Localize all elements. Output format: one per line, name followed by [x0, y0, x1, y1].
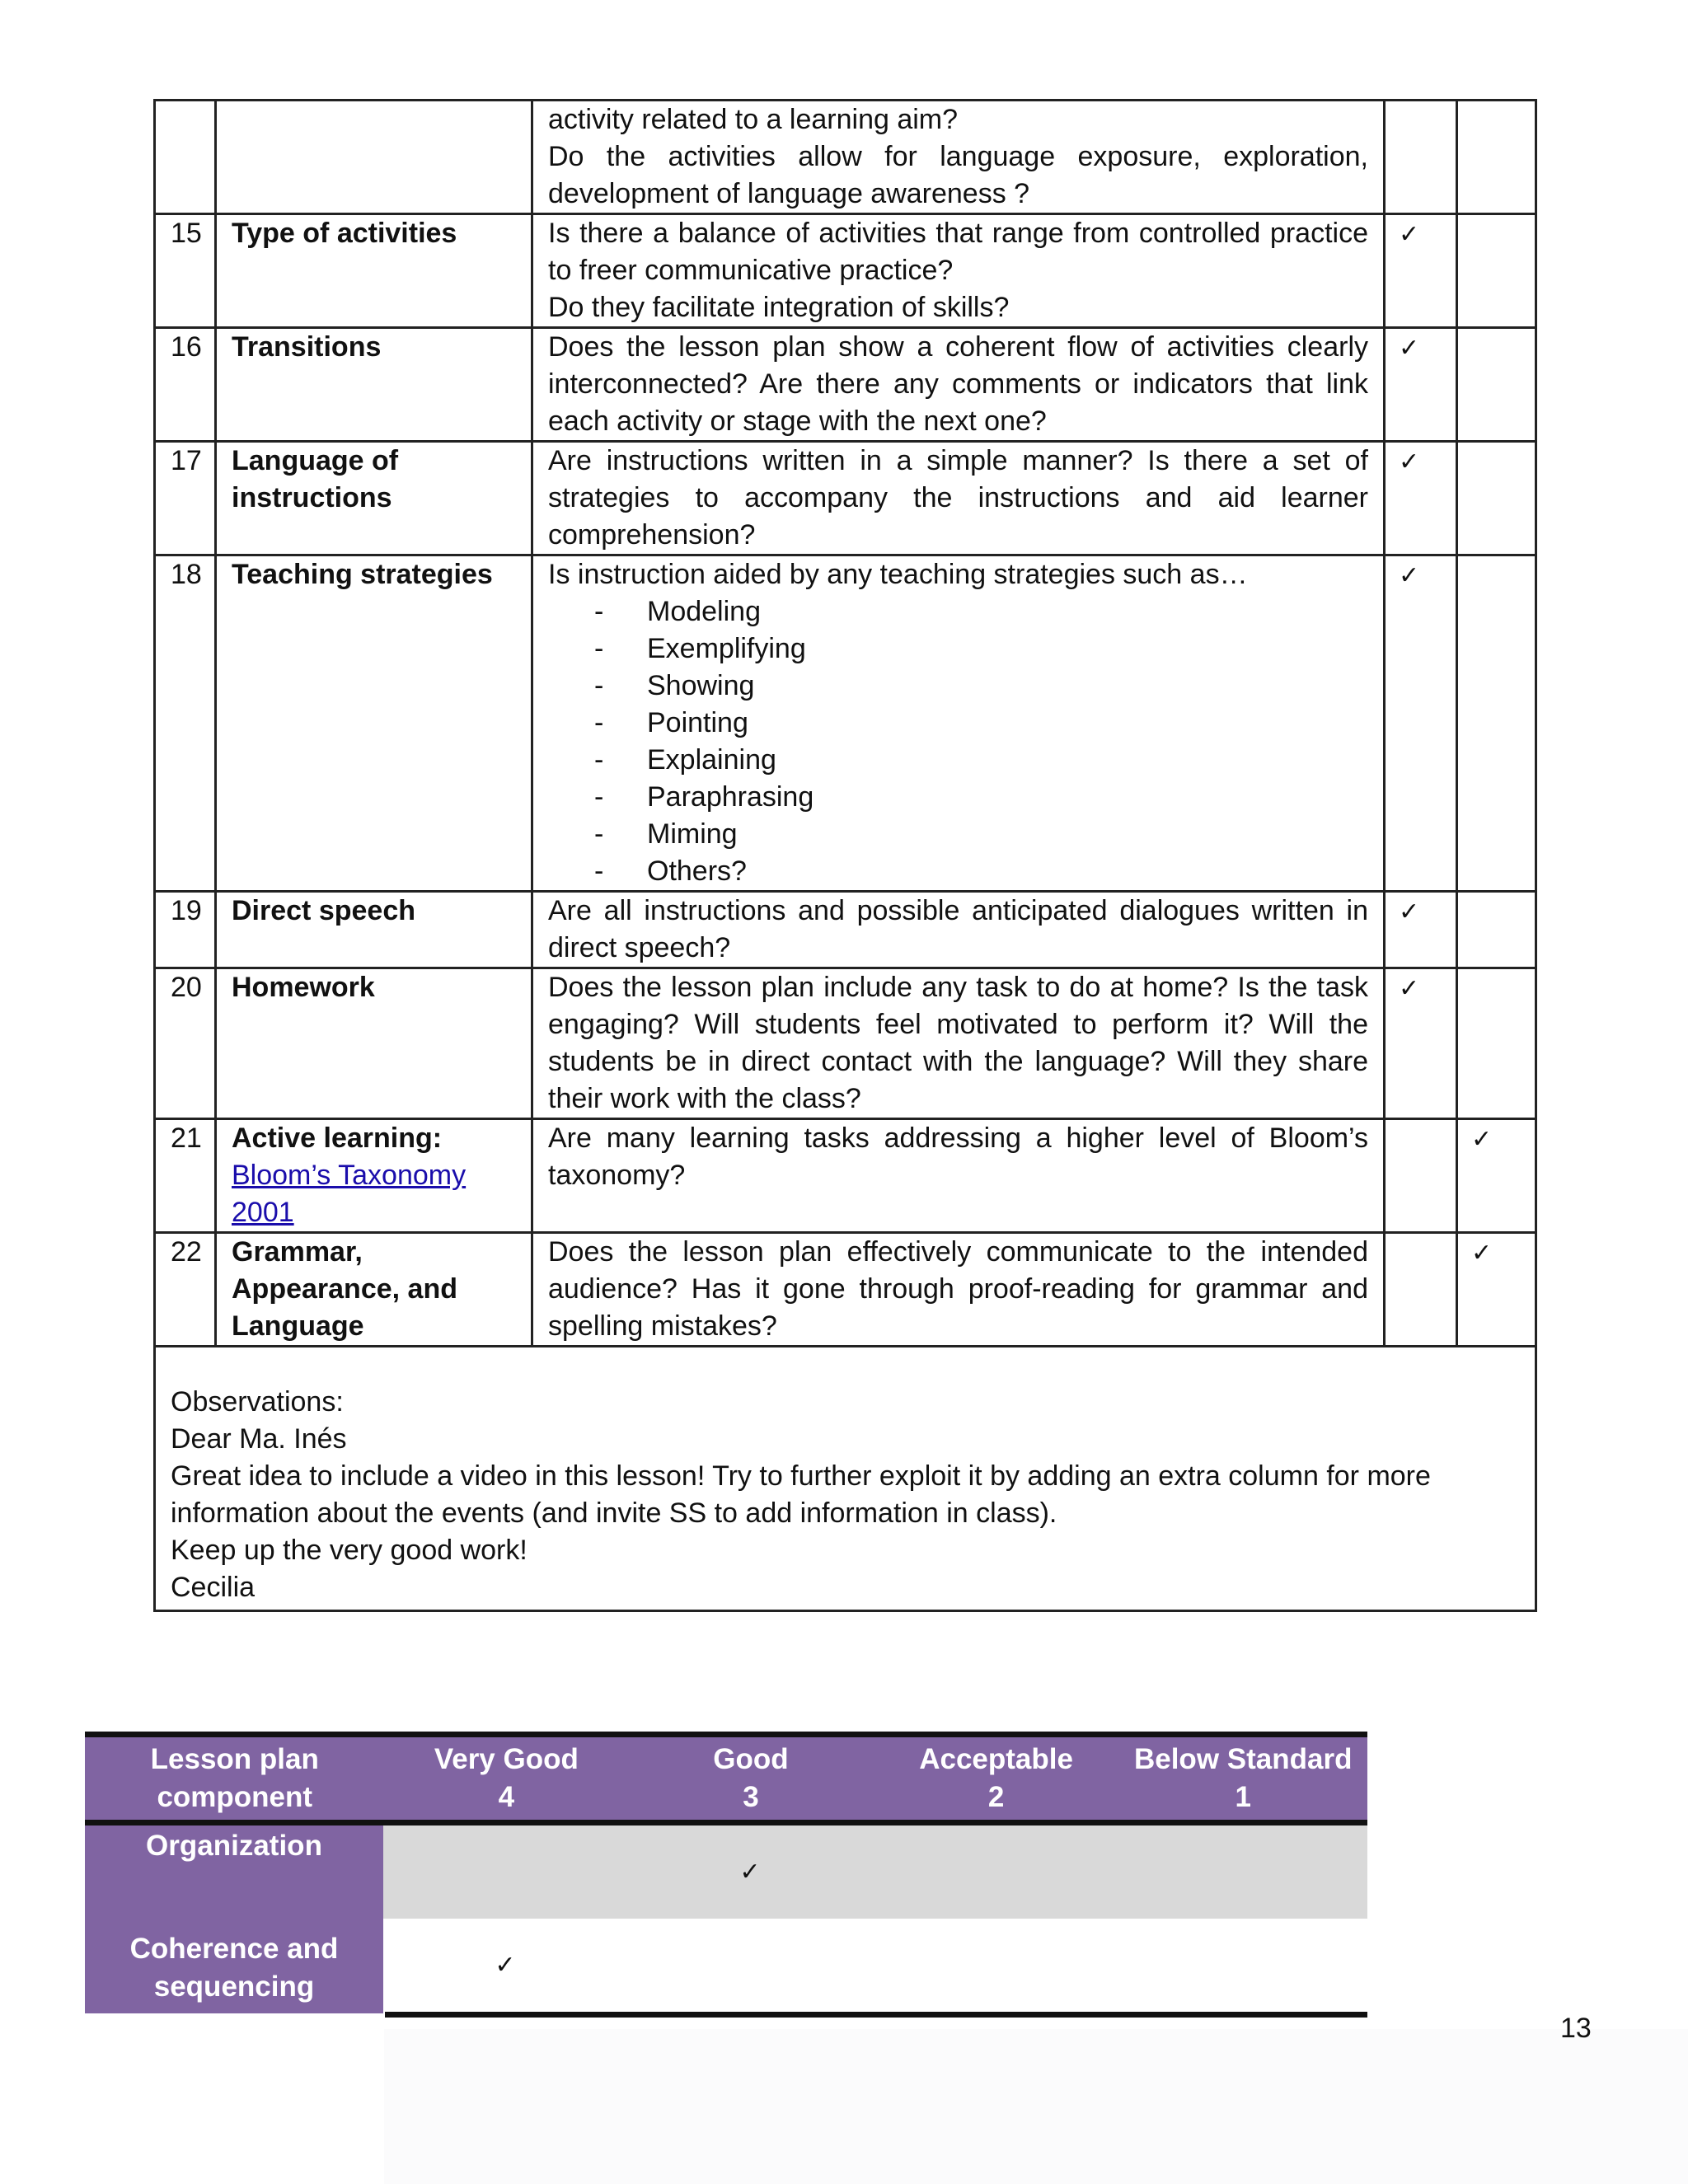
rubric-top-border — [85, 1732, 1367, 1737]
table-row — [155, 892, 1536, 968]
rubric-header-acceptable — [874, 1741, 1119, 1816]
check-cell-a — [1385, 1233, 1457, 1347]
observations-greeting: Dear Ma. Inés — [171, 1423, 347, 1455]
list-item: - Others? — [594, 853, 1368, 890]
row-number: 15 — [155, 214, 216, 328]
rubric-header-component — [85, 1741, 385, 1816]
criterion-text: Appearance, and — [232, 1273, 457, 1305]
criterion-text: Grammar, — [232, 1236, 363, 1268]
row-label-text: sequencing — [153, 1971, 315, 2003]
check-cell-b — [1457, 968, 1536, 1119]
question-text: Are many learning tasks addressing a higher level of Bloom’s taxonomy? — [548, 1122, 1368, 1191]
criterion-text: Homework — [232, 972, 375, 1003]
rubric-row-coherence — [85, 1919, 1367, 2012]
check-cell-b — [1457, 555, 1536, 892]
question-cell — [532, 442, 1385, 555]
rubric-cell-below-standard — [1118, 1825, 1367, 1919]
table-row — [155, 1233, 1536, 1347]
criterion-label — [216, 1119, 532, 1233]
question-cell — [532, 892, 1385, 968]
rubric-row-cells — [383, 1919, 1367, 2012]
check-cell-b — [1457, 328, 1536, 442]
rubric-cell-acceptable — [873, 1919, 1118, 2012]
rubric-row-cells — [383, 1825, 1367, 1919]
table-row — [155, 1119, 1536, 1233]
criterion-label — [216, 214, 532, 328]
observations-row — [155, 1347, 1536, 1611]
rubric-table — [85, 1732, 1367, 2018]
criterion-text: Transitions — [232, 331, 382, 363]
check-mark-icon: ✓ — [1471, 1125, 1493, 1154]
page-footer-background — [384, 2029, 1688, 2184]
list-item: - Exemplifying — [594, 630, 1368, 668]
criterion-text: Teaching strategies — [232, 559, 493, 590]
criterion-text: Language — [232, 1310, 364, 1342]
blooms-taxonomy-link-year[interactable]: 2001 — [232, 1197, 294, 1228]
row-label-text: Coherence and — [129, 1933, 339, 1965]
rubric-header-border — [85, 1820, 1367, 1825]
rubric-header-below-standard — [1118, 1741, 1367, 1816]
rubric-cell-very-good — [383, 1825, 627, 1919]
list-item: - Showing — [594, 668, 1368, 705]
header-text: Below Standard — [1133, 1743, 1353, 1775]
rubric-cell-below-standard — [1118, 1919, 1367, 2012]
check-mark-icon: ✓ — [1399, 448, 1420, 476]
header-text: Very Good — [434, 1743, 579, 1775]
question-text: Is there a balance of activities that range from controlled practice to freer communicative practice? — [548, 218, 1368, 286]
question-text: Is instruction aided by any teaching strategies such as… — [548, 559, 1248, 590]
table-row — [155, 328, 1536, 442]
check-cell-b — [1457, 214, 1536, 328]
check-cell-a — [1385, 968, 1457, 1119]
question-text: Do the activities allow for language exposure, exploration, development of language awareness ? — [548, 141, 1368, 209]
criterion-text: instructions — [232, 482, 392, 513]
question-text: Does the lesson plan effectively communicate to the intended audience? Has it gone through proof-reading for grammar and spelling mistakes? — [548, 1236, 1368, 1342]
list-item: - Modeling — [594, 593, 1368, 630]
rubric-row-organization — [85, 1825, 1367, 1919]
header-score: 3 — [743, 1781, 759, 1813]
observations-signature: Cecilia — [171, 1572, 256, 1603]
blooms-taxonomy-link[interactable]: Bloom’s Taxonomy — [232, 1160, 467, 1191]
question-text: Does the lesson plan show a coherent flow of activities clearly interconnected? Are there any comments or indicators that link each activity or stage with the next one? — [548, 331, 1368, 437]
rubric-header-very-good — [385, 1741, 629, 1816]
header-text: component — [157, 1781, 313, 1813]
check-cell-a — [1385, 214, 1457, 328]
row-number: 20 — [155, 968, 216, 1119]
rubric-cell-acceptable — [873, 1825, 1118, 1919]
table-row-continued — [155, 101, 1536, 214]
check-cell-b — [1457, 892, 1536, 968]
criterion-label — [216, 968, 532, 1119]
criterion-label — [216, 555, 532, 892]
list-item: - Paraphrasing — [594, 779, 1368, 816]
observations-cell — [155, 1347, 1536, 1611]
question-cell — [532, 555, 1385, 892]
question-cell — [532, 328, 1385, 442]
check-cell-b — [1457, 101, 1536, 214]
question-cell — [532, 101, 1385, 214]
check-mark-icon: ✓ — [739, 1858, 761, 1886]
check-cell-a — [1385, 1119, 1457, 1233]
list-item: - Miming — [594, 816, 1368, 853]
question-cell — [532, 1233, 1385, 1347]
header-score: 4 — [498, 1781, 515, 1813]
header-text: Lesson plan — [150, 1743, 319, 1775]
check-cell-b — [1457, 1233, 1536, 1347]
criterion-text: Active learning: — [232, 1122, 443, 1154]
rubric-row-label — [85, 1919, 383, 2013]
rubric-header-row — [85, 1737, 1367, 1820]
observations-encouragement: Keep up the very good work! — [171, 1535, 528, 1566]
check-mark-icon: ✓ — [1399, 974, 1420, 1003]
check-mark-icon: ✓ — [1471, 1239, 1493, 1268]
rubric-bottom-border — [385, 2012, 1367, 2018]
question-text: activity related to a learning aim? — [548, 104, 959, 135]
check-cell-a — [1385, 442, 1457, 555]
row-number: 16 — [155, 328, 216, 442]
rubric-cell-good — [627, 1825, 873, 1919]
question-cell — [532, 1119, 1385, 1233]
row-label-text: Organization — [146, 1830, 322, 1862]
criterion-text: Language of — [232, 445, 399, 476]
check-mark-icon: ✓ — [1399, 334, 1420, 363]
criterion-label — [216, 442, 532, 555]
list-item: - Explaining — [594, 742, 1368, 779]
check-cell-a — [1385, 892, 1457, 968]
table-row — [155, 442, 1536, 555]
row-number: 19 — [155, 892, 216, 968]
check-cell-a — [1385, 101, 1457, 214]
rubric-row-label — [85, 1825, 383, 1919]
check-cell-b — [1457, 442, 1536, 555]
observations-heading: Observations: — [171, 1386, 344, 1418]
table-row — [155, 555, 1536, 892]
check-mark-icon: ✓ — [1399, 561, 1420, 590]
rubric-cell-very-good — [383, 1919, 627, 2012]
rubric-header-good — [628, 1741, 874, 1816]
list-item: - Pointing — [594, 705, 1368, 742]
page-number: 13 — [1560, 2013, 1592, 2044]
question-text: Does the lesson plan include any task to do at home? Is the task engaging? Will students feel motivated to perform it? Will the students be in direct contact with the language? Will they share their work with the class? — [548, 972, 1368, 1114]
check-mark-icon: ✓ — [1399, 220, 1420, 249]
check-cell-a — [1385, 328, 1457, 442]
row-number: 21 — [155, 1119, 216, 1233]
question-text: Are all instructions and possible anticipated dialogues written in direct speech? — [548, 895, 1368, 963]
criterion-label — [216, 328, 532, 442]
question-text: Do they facilitate integration of skills? — [548, 292, 1010, 323]
criterion-text: Type of activities — [232, 218, 457, 249]
header-text: Acceptable — [919, 1743, 1073, 1775]
row-number: 18 — [155, 555, 216, 892]
question-cell — [532, 214, 1385, 328]
check-cell-b — [1457, 1119, 1536, 1233]
header-score: 1 — [1235, 1781, 1251, 1813]
table-row — [155, 968, 1536, 1119]
row-number: 17 — [155, 442, 216, 555]
header-score: 2 — [987, 1781, 1005, 1813]
rubric-cell-good — [627, 1919, 873, 2012]
criterion-text: Direct speech — [232, 895, 415, 926]
check-mark-icon: ✓ — [1399, 898, 1420, 926]
check-cell-a — [1385, 555, 1457, 892]
question-cell — [532, 968, 1385, 1119]
lesson-plan-checklist-table — [153, 99, 1537, 1612]
question-text: Are instructions written in a simple manner? Is there a set of strategies to accompany the instructions and aid learner comprehension? — [548, 445, 1368, 551]
criterion-label — [216, 1233, 532, 1347]
observations-comment: Great idea to include a video in this lesson! Try to further exploit it by adding an extra column for more information about the events (and invite SS to add information in class). — [171, 1460, 1431, 1529]
row-number: 22 — [155, 1233, 216, 1347]
row-number-cell — [155, 101, 216, 214]
table-row — [155, 214, 1536, 328]
strategies-list — [548, 593, 1368, 890]
criterion-label — [216, 892, 532, 968]
criterion-cell — [216, 101, 532, 214]
check-mark-icon: ✓ — [495, 1951, 516, 1980]
header-text: Good — [713, 1743, 789, 1775]
